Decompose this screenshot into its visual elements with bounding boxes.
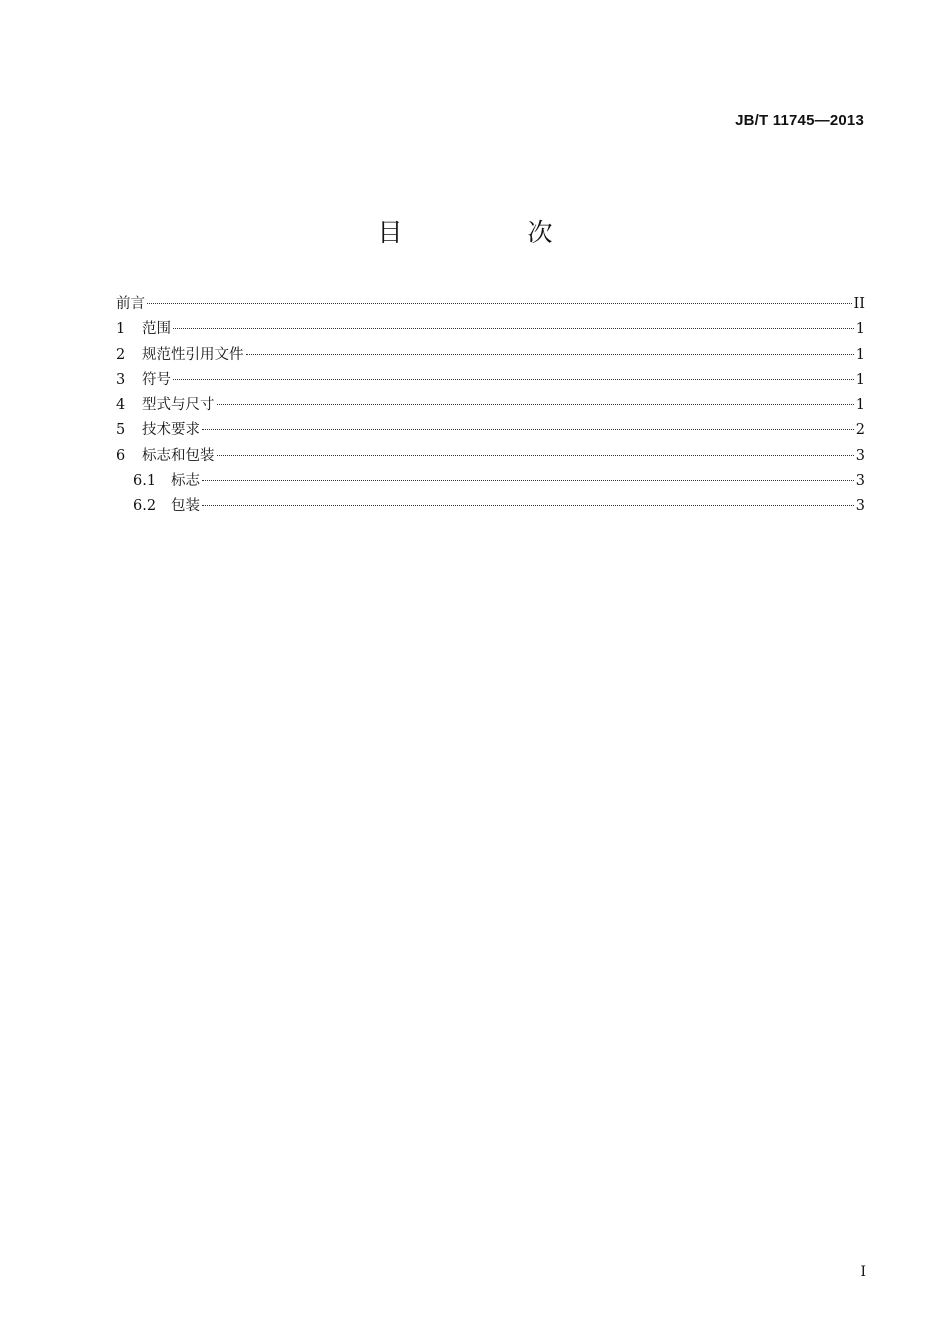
toc-entry-number: 6.2 [133,498,157,515]
dot-leader [202,480,854,481]
toc-entry-label: 规范性引用文件 [142,346,244,363]
toc-entry-label: 范围 [142,321,171,338]
toc-entry-page: 1 [855,346,865,363]
toc-entry-marking-packaging[interactable] [116,444,865,469]
toc-entry-marking[interactable] [116,469,865,494]
toc-entry-label: 符号 [142,371,171,388]
toc-entry-number: 4 [116,397,126,414]
toc-entry-normative-references[interactable] [116,343,865,368]
toc-entry-label: 标志 [171,473,200,490]
dot-leader [173,379,854,380]
toc-entry-page: 3 [855,447,865,464]
dot-leader [173,328,854,329]
toc-entry-label: 型式与尺寸 [142,397,215,414]
toc-entry-label: 前言 [116,296,145,312]
toc-entry-technical-requirements[interactable] [116,418,865,443]
toc-entry-label: 技术要求 [142,422,200,439]
toc-entry-number: 5 [116,422,126,439]
toc-entry-number: 6 [116,447,126,464]
table-of-contents [116,292,865,520]
toc-entry-foreword[interactable] [116,292,865,317]
toc-entry-label: 标志和包装 [142,447,215,464]
dot-leader [147,303,852,304]
toc-entry-page: 3 [855,473,865,490]
toc-entry-number: 3 [116,371,126,388]
toc-entry-page: 1 [855,321,865,338]
toc-entry-label: 包装 [171,498,200,515]
toc-entry-packaging[interactable] [116,494,865,519]
toc-entry-page: 1 [855,371,865,388]
dot-leader [217,404,854,405]
toc-entry-page: 3 [855,498,865,515]
toc-entry-page: II [853,296,865,312]
dot-leader [217,455,854,456]
toc-entry-number: 6.1 [133,473,157,490]
toc-entry-scope[interactable] [116,317,865,342]
toc-entry-types-dimensions[interactable] [116,393,865,418]
standard-code: JB/T 11745—2013 [735,112,864,129]
dot-leader [246,354,854,355]
dot-leader [202,505,854,506]
dot-leader [202,429,854,430]
toc-entry-page: 1 [855,397,865,414]
page-title: 目 次 [377,218,603,247]
page-number: I [860,1264,866,1280]
toc-entry-number: 1 [116,321,126,338]
toc-entry-number: 2 [116,346,126,363]
toc-entry-symbols[interactable] [116,368,865,393]
toc-entry-page: 2 [855,422,865,439]
